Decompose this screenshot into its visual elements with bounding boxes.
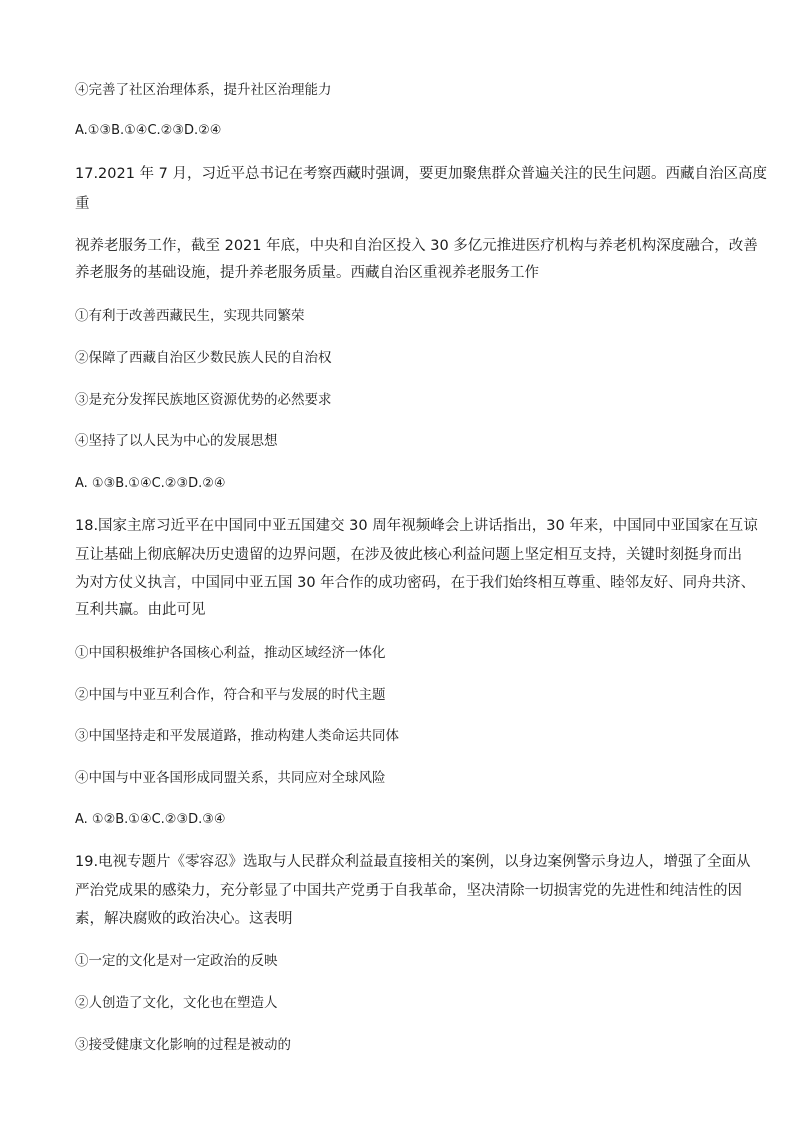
q17-option-3: ③是充分发挥民族地区资源优势的必然要求: [75, 392, 332, 408]
q18-stem-line3: 为对方仗义执言，中国同中亚五国 30 年合作的成功密码，在于我们始终相互尊重、睦邻友好、同舟共济、: [75, 575, 756, 591]
q18-option-4: ④中国与中亚各国形成同盟关系，共同应对全球风险: [75, 770, 386, 786]
q19-option-3: ③接受健康文化影响的过程是被动的: [75, 1037, 291, 1053]
q18-option-1: ①中国积极维护各国核心利益，推动区域经济一体化: [75, 645, 386, 661]
q17-stem-line3: 视养老服务工作，截至 2021 年底，中央和自治区投入 30 多亿元推进医疗机构与养老机构深度融合，改善: [75, 238, 758, 254]
q18-option-3: ③中国坚持走和平发展道路，推动构建人类命运共同体: [75, 728, 399, 744]
q19-stem-line3: 素，解决腐败的政治决心。这表明: [75, 911, 293, 927]
q18-stem-line2: 互让基础上彻底解决历史遗留的边界问题，在涉及彼此核心利益问题上坚定相互支持，关键时刻挺身而出: [75, 547, 742, 563]
q17-option-2: ②保障了西藏自治区少数民族人民的自治权: [75, 350, 332, 366]
q17-stem-line2: 重: [75, 196, 90, 212]
q17-answer-choices: A. ①③B.①④C.②③D.②④: [75, 476, 226, 491]
q17-stem-line4: 养老服务的基础设施，提升养老服务质量。西藏自治区重视养老服务工作: [75, 265, 539, 281]
q18-stem-line1: 18.国家主席习近平在中国同中亚五国建交 30 周年视频峰会上讲话指出，30 年来，中国同中亚国家在互谅: [75, 518, 758, 534]
q19-option-1: ①一定的文化是对一定政治的反映: [75, 953, 278, 969]
q19-option-2: ②人创造了文化，文化也在塑造人: [75, 995, 278, 1011]
q17-stem-line1: 17.2021 年 7 月，习近平总书记在考察西藏时强调，要更加聚焦群众普遍关注的民生问题。西藏自治区高度: [75, 166, 768, 182]
prev-option-4: ④完善了社区治理体系，提升社区治理能力: [75, 82, 332, 98]
q19-stem-line1: 19.电视专题片《零容忍》选取与人民群众利益最直接相关的案例，以身边案例警示身边人，增强了全面从: [75, 854, 751, 870]
q18-option-2: ②中国与中亚互利合作，符合和平与发展的时代主题: [75, 687, 386, 703]
prev-answer-choices: A.①③B.①④C.②③D.②④: [75, 123, 222, 138]
q18-answer-choices: A. ①②B.①④C.②③D.③④: [75, 812, 226, 827]
q17-option-1: ①有利于改善西藏民生，实现共同繁荣: [75, 308, 305, 324]
q18-stem-line4: 互利共赢。由此可见: [75, 602, 206, 618]
q19-stem-line2: 严治党成果的感染力，充分彰显了中国共产党勇于自我革命，坚决清除一切损害党的先进性和纯洁性的因: [75, 883, 742, 899]
q17-option-4: ④坚持了以人民为中心的发展思想: [75, 433, 278, 449]
